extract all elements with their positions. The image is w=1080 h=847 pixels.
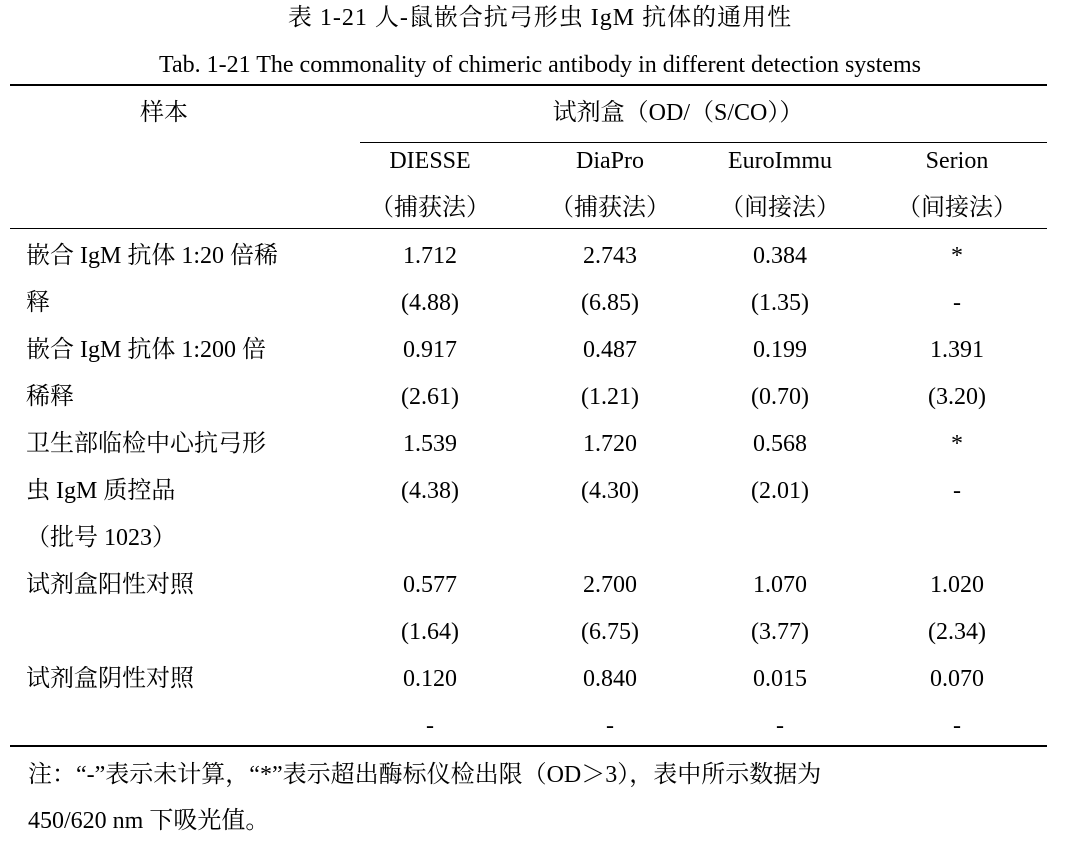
sco-value-cell: (3.77) <box>751 619 809 645</box>
sco-value-cell: - <box>953 713 961 739</box>
header-rule <box>10 228 1047 229</box>
sco-value-cell: - <box>426 713 434 739</box>
sco-value-cell: - <box>953 478 961 504</box>
od-value-cell: 0.199 <box>753 337 807 363</box>
od-value-cell: 1.391 <box>930 337 984 363</box>
od-value-cell: 0.070 <box>930 666 984 692</box>
kit-group-rule <box>360 142 1047 143</box>
sample-label-line: 稀释 <box>26 384 74 410</box>
od-value-cell: 1.020 <box>930 572 984 598</box>
sco-value-cell: (0.70) <box>751 384 809 410</box>
column-name-1: DIESSE <box>389 148 471 174</box>
column-name-3: EuroImmu <box>728 148 832 174</box>
column-method-4: （间接法） <box>897 195 1017 221</box>
od-value-cell: 1.539 <box>403 431 457 457</box>
sample-label-line: 试剂盒阳性对照 <box>26 572 194 598</box>
sco-value-cell: - <box>953 290 961 316</box>
od-value-cell: 2.700 <box>583 572 637 598</box>
sample-label-line: 卫生部临检中心抗弓形 <box>26 431 266 457</box>
od-value-cell: 1.070 <box>753 572 807 598</box>
od-value-cell: 0.917 <box>403 337 457 363</box>
sco-value-cell: (1.21) <box>581 384 639 410</box>
od-value-cell: * <box>951 431 963 457</box>
top-rule <box>10 84 1047 86</box>
sample-label-line: 试剂盒阴性对照 <box>26 666 194 692</box>
od-value-cell: * <box>951 243 963 269</box>
header-sample-label: 样本 <box>140 100 188 126</box>
column-method-3: （间接法） <box>720 195 840 221</box>
sco-value-cell: - <box>606 713 614 739</box>
sample-label-line: 虫 IgM 质控品 <box>26 478 176 504</box>
sco-value-cell: (4.38) <box>401 478 459 504</box>
sco-value-cell: (2.34) <box>928 619 986 645</box>
od-value-cell: 0.577 <box>403 572 457 598</box>
od-value-cell: 0.384 <box>753 243 807 269</box>
od-value-cell: 0.840 <box>583 666 637 692</box>
sample-label-line: 释 <box>26 290 50 316</box>
table-caption-cn: 表 1-21 人-鼠嵌合抗弓形虫 IgM 抗体的通用性 <box>287 5 793 31</box>
sco-value-cell: (4.30) <box>581 478 639 504</box>
sco-value-cell: - <box>776 713 784 739</box>
od-value-cell: 1.712 <box>403 243 457 269</box>
sco-value-cell: (6.75) <box>581 619 639 645</box>
table-note-line-2: 450/620 nm 下吸光值。 <box>28 808 270 834</box>
sco-value-cell: (2.01) <box>751 478 809 504</box>
sample-label-line: 嵌合 IgM 抗体 1:20 倍稀 <box>26 243 278 269</box>
od-value-cell: 0.015 <box>753 666 807 692</box>
od-value-cell: 2.743 <box>583 243 637 269</box>
table-caption-en: Tab. 1-21 The commonality of chimeric antibody in different detection systems <box>159 52 921 78</box>
sample-label-line: （批号 1023） <box>26 525 176 551</box>
column-name-2: DiaPro <box>576 148 644 174</box>
sco-value-cell: (3.20) <box>928 384 986 410</box>
table-note-line-1: 注：“-”表示未计算，“*”表示超出酶标仪检出限（OD＞3），表中所示数据为 <box>28 762 822 788</box>
od-value-cell: 1.720 <box>583 431 637 457</box>
sco-value-cell: (2.61) <box>401 384 459 410</box>
column-name-4: Serion <box>925 148 989 174</box>
header-kit-group: 试剂盒（OD/（S/CO）） <box>552 100 804 126</box>
sco-value-cell: (4.88) <box>401 290 459 316</box>
bottom-rule <box>10 745 1047 747</box>
column-method-2: （捕获法） <box>550 195 670 221</box>
sample-label-line: 嵌合 IgM 抗体 1:200 倍 <box>26 337 266 363</box>
od-value-cell: 0.568 <box>753 431 807 457</box>
sco-value-cell: (6.85) <box>581 290 639 316</box>
od-value-cell: 0.120 <box>403 666 457 692</box>
od-value-cell: 0.487 <box>583 337 637 363</box>
column-method-1: （捕获法） <box>370 195 490 221</box>
sco-value-cell: (1.35) <box>751 290 809 316</box>
sco-value-cell: (1.64) <box>401 619 459 645</box>
